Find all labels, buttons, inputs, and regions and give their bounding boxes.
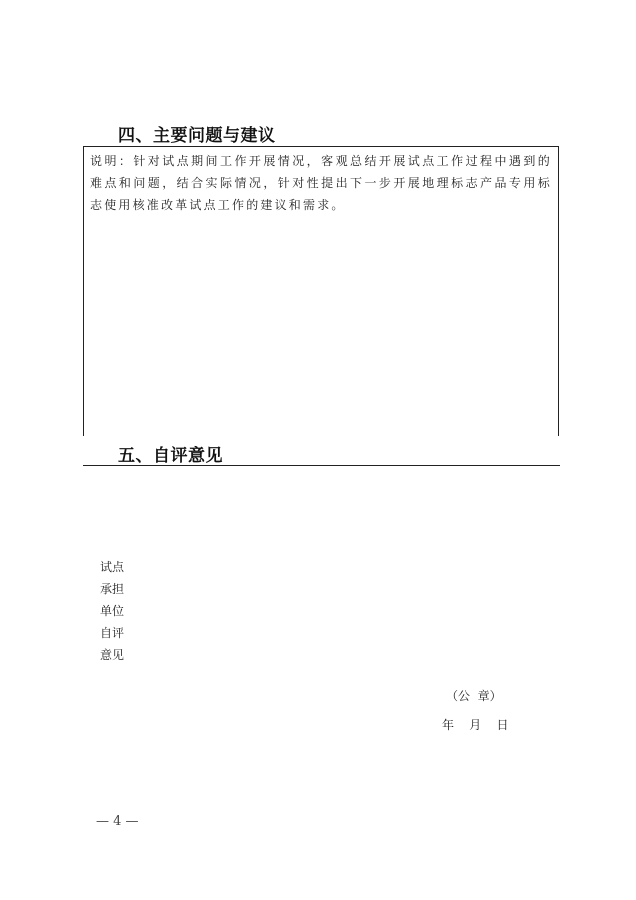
page-number: — 4 — bbox=[96, 814, 139, 829]
official-seal-placeholder: （公 章） bbox=[446, 689, 502, 703]
label-line: 自评 bbox=[100, 626, 125, 640]
section-four-heading: 四、主要问题与建议 bbox=[118, 126, 276, 146]
section-five-rule bbox=[83, 465, 560, 466]
label-line: 意见 bbox=[100, 648, 125, 662]
self-evaluation-label bbox=[100, 556, 130, 666]
label-line: 试点 bbox=[100, 560, 125, 574]
date-placeholder: 年 月 日 bbox=[442, 718, 509, 732]
section-five-heading: 五、自评意见 bbox=[118, 446, 223, 466]
label-line: 单位 bbox=[100, 604, 125, 618]
problems-suggestions-box bbox=[83, 146, 559, 436]
instruction-note: 说明：针对试点期间工作开展情况，客观总结开展试点工作过程中遇到的难点和问题，结合实际情况，针对性提出下一步开展地理标志产品专用标志使用核准改革试点工作的建议和需求。 bbox=[90, 154, 552, 212]
label-line: 承担 bbox=[100, 582, 125, 596]
